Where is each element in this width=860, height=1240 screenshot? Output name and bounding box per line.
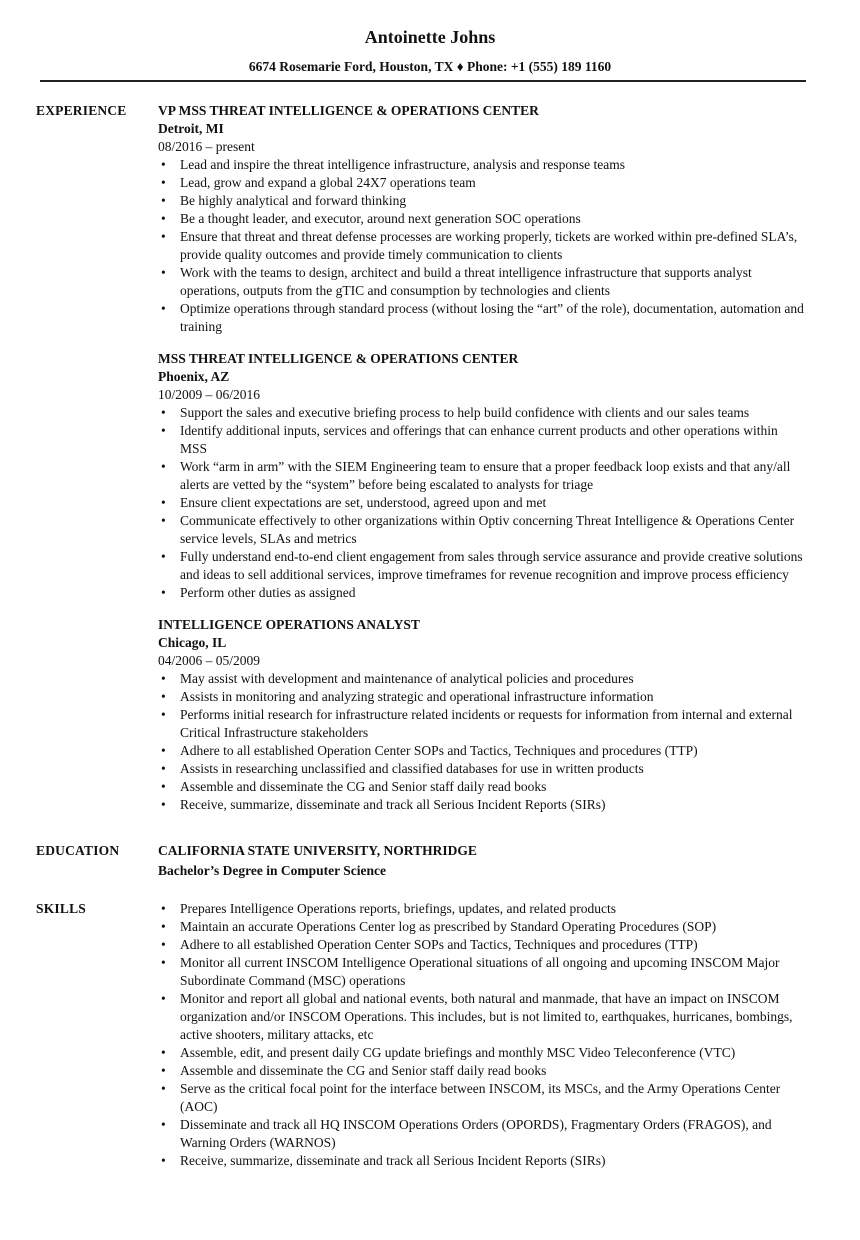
header-divider xyxy=(40,80,806,82)
education-school: CALIFORNIA STATE UNIVERSITY, NORTHRIDGE xyxy=(158,843,477,858)
bullet-text: Monitor and report all global and national events, both natural and manmade, that have an impact on INSCOM organization and/or INSCOM Operations. This includes, but is not limited to, earthquakes, hurricanes, bombings, active shooters, military attacks, etc xyxy=(180,991,793,1042)
bullet-text: Assemble and disseminate the CG and Senior staff daily read books xyxy=(180,1063,547,1078)
bullet-text: Serve as the critical focal point for the interface between INSCOM, its MSCs, and the Army Operations Center (AOC) xyxy=(180,1081,781,1114)
bullet-icon: • xyxy=(161,779,166,794)
education-degree: Bachelor’s Degree in Computer Science xyxy=(158,863,386,878)
bullet-icon: • xyxy=(161,937,166,952)
contact-line: 6674 Rosemarie Ford, Houston, TX ♦ Phone: +1 (555) 189 1160 xyxy=(248,59,612,74)
job-location: Detroit, MI xyxy=(158,121,224,136)
list-item xyxy=(158,1062,806,1080)
bullet-icon: • xyxy=(161,761,166,776)
bullet-icon: • xyxy=(161,919,166,934)
job-entry xyxy=(158,616,806,814)
bullet-text: Assemble and disseminate the CG and Senior staff daily read books xyxy=(180,779,547,794)
bullet-icon: • xyxy=(161,585,166,600)
list-item xyxy=(158,796,806,814)
list-item xyxy=(158,688,806,706)
job-list xyxy=(158,102,806,814)
skills-list xyxy=(158,900,806,1170)
bullet-text: Be a thought leader, and executor, around next generation SOC operations xyxy=(180,211,581,226)
list-item xyxy=(158,422,806,458)
job-title: INTELLIGENCE OPERATIONS ANALYST xyxy=(158,617,420,632)
list-item xyxy=(158,512,806,548)
bullet-icon: • xyxy=(161,1153,166,1168)
list-item xyxy=(158,900,806,918)
job-dates: 08/2016 – present xyxy=(158,139,255,154)
list-item xyxy=(158,156,806,174)
bullet-icon: • xyxy=(161,423,166,438)
section-label-experience: EXPERIENCE xyxy=(36,103,127,118)
bullet-text: Performs initial research for infrastructure related incidents or requests for information from internal and external Critical Infrastructure stakeholders xyxy=(180,707,793,740)
list-item xyxy=(158,778,806,796)
section-label-skills: SKILLS xyxy=(36,901,86,916)
bullet-text: Disseminate and track all HQ INSCOM Operations Orders (OPORDS), Fragmentary Orders (FRAGOS), and Warning Orders (WARNOS) xyxy=(180,1117,772,1150)
list-item xyxy=(158,264,806,300)
job-title: MSS THREAT INTELLIGENCE & OPERATIONS CENTER xyxy=(158,351,519,366)
job-entry xyxy=(158,102,806,336)
bullet-text: Prepares Intelligence Operations reports, briefings, updates, and related products xyxy=(180,901,616,916)
list-item xyxy=(158,1152,806,1170)
job-bullets xyxy=(158,670,806,814)
bullet-icon: • xyxy=(161,707,166,722)
bullet-text: Adhere to all established Operation Center SOPs and Tactics, Techniques and procedures (TTP) xyxy=(180,743,698,758)
bullet-text: Ensure that threat and threat defense processes are working properly, tickets are worked within pre-defined SLA’s, provide quality outcomes and provide timely communication to clients xyxy=(180,229,798,262)
bullet-icon: • xyxy=(161,549,166,564)
bullet-icon: • xyxy=(161,901,166,916)
bullet-text: Assemble, edit, and present daily CG update briefings and monthly MSC Video Teleconference (VTC) xyxy=(180,1045,736,1060)
list-item xyxy=(158,192,806,210)
list-item xyxy=(158,210,806,228)
list-item xyxy=(158,584,806,602)
bullet-icon: • xyxy=(161,301,166,316)
list-item xyxy=(158,954,806,990)
list-item xyxy=(158,404,806,422)
bullet-text: Communicate effectively to other organizations within Optiv concerning Threat Intelligence & Operations Center service levels, SLAs and metrics xyxy=(180,513,795,546)
bullet-icon: • xyxy=(161,1117,166,1132)
bullet-icon: • xyxy=(161,459,166,474)
bullet-text: Lead and inspire the threat intelligence infrastructure, analysis and response teams xyxy=(180,157,625,172)
education-section xyxy=(36,842,806,880)
skills-section xyxy=(36,900,806,1170)
bullet-text: Monitor all current INSCOM Intelligence Operational situations of all ongoing and upcoming INSCOM Major Subordinate Command (MSC) operations xyxy=(180,955,780,988)
list-item xyxy=(158,706,806,742)
list-item xyxy=(158,300,806,336)
bullet-text: Adhere to all established Operation Center SOPs and Tactics, Techniques and procedures (TTP) xyxy=(180,937,698,952)
job-bullets xyxy=(158,404,806,602)
bullet-text: Support the sales and executive briefing process to help build confidence with clients and our sales teams xyxy=(180,405,750,420)
bullet-text: Optimize operations through standard process (without losing the “art” of the role), documentation, automation and training xyxy=(180,301,804,334)
experience-section xyxy=(36,102,806,814)
bullet-text: Assists in researching unclassified and classified databases for use in written products xyxy=(180,761,644,776)
bullet-icon: • xyxy=(161,671,166,686)
list-item xyxy=(158,458,806,494)
bullet-icon: • xyxy=(161,175,166,190)
bullet-icon: • xyxy=(161,513,166,528)
bullet-icon: • xyxy=(161,689,166,704)
list-item xyxy=(158,918,806,936)
bullet-text: Lead, grow and expand a global 24X7 operations team xyxy=(180,175,476,190)
candidate-name: Antoinette Johns xyxy=(364,27,496,47)
job-dates: 04/2006 – 05/2009 xyxy=(158,653,261,668)
bullet-icon: • xyxy=(161,1045,166,1060)
job-bullets xyxy=(158,156,806,336)
bullet-icon: • xyxy=(161,495,166,510)
bullet-icon: • xyxy=(161,1063,166,1078)
list-item xyxy=(158,1080,806,1116)
resume-page xyxy=(36,26,806,1170)
bullet-text: Assists in monitoring and analyzing strategic and operational infrastructure information xyxy=(180,689,654,704)
bullet-icon: • xyxy=(161,797,166,812)
bullet-icon: • xyxy=(161,211,166,226)
bullet-text: Maintain an accurate Operations Center log as prescribed by Standard Operating Procedures (SOP) xyxy=(180,919,717,934)
bullet-icon: • xyxy=(161,1081,166,1096)
section-label-education: EDUCATION xyxy=(36,843,120,858)
list-item xyxy=(158,936,806,954)
list-item xyxy=(158,494,806,512)
list-item xyxy=(158,228,806,264)
bullet-icon: • xyxy=(161,991,166,1006)
bullet-text: Receive, summarize, disseminate and track all Serious Incident Reports (SIRs) xyxy=(180,1153,606,1168)
bullet-icon: • xyxy=(161,193,166,208)
job-dates: 10/2009 – 06/2016 xyxy=(158,387,261,402)
bullet-text: Be highly analytical and forward thinking xyxy=(180,193,407,208)
bullet-text: Identify additional inputs, services and offerings that can enhance current products and other operations within MSS xyxy=(180,423,778,456)
job-location: Chicago, IL xyxy=(158,635,227,650)
bullet-text: May assist with development and maintenance of analytical policies and procedures xyxy=(180,671,634,686)
job-title: VP MSS THREAT INTELLIGENCE & OPERATIONS CENTER xyxy=(158,103,539,118)
bullet-icon: • xyxy=(161,157,166,172)
list-item xyxy=(158,742,806,760)
bullet-text: Fully understand end-to-end client engagement from sales through service assurance and provide creative solutions and ideas to sell additional services, improve timeframes for revenue recognition and improve process efficiency xyxy=(180,549,803,582)
list-item xyxy=(158,990,806,1044)
bullet-icon: • xyxy=(161,229,166,244)
list-item xyxy=(158,670,806,688)
bullet-icon: • xyxy=(161,743,166,758)
bullet-text: Perform other duties as assigned xyxy=(180,585,356,600)
list-item xyxy=(158,1044,806,1062)
job-entry xyxy=(158,350,806,602)
list-item xyxy=(158,174,806,192)
bullet-text: Work “arm in arm” with the SIEM Engineering team to ensure that a proper feedback loop exists and that any/all alerts are vetted by the “system” before being escalated to analysts for triage xyxy=(180,459,791,492)
bullet-text: Ensure client expectations are set, understood, agreed upon and met xyxy=(180,495,547,510)
bullet-icon: • xyxy=(161,265,166,280)
job-location: Phoenix, AZ xyxy=(158,369,230,384)
bullet-icon: • xyxy=(161,955,166,970)
bullet-text: Work with the teams to design, architect and build a threat intelligence infrastructure that supports analyst operations, outputs from the gTIC and consumption by technologies and clients xyxy=(180,265,752,298)
list-item xyxy=(158,1116,806,1152)
bullet-icon: • xyxy=(161,405,166,420)
list-item xyxy=(158,760,806,778)
list-item xyxy=(158,548,806,584)
bullet-text: Receive, summarize, disseminate and track all Serious Incident Reports (SIRs) xyxy=(180,797,606,812)
